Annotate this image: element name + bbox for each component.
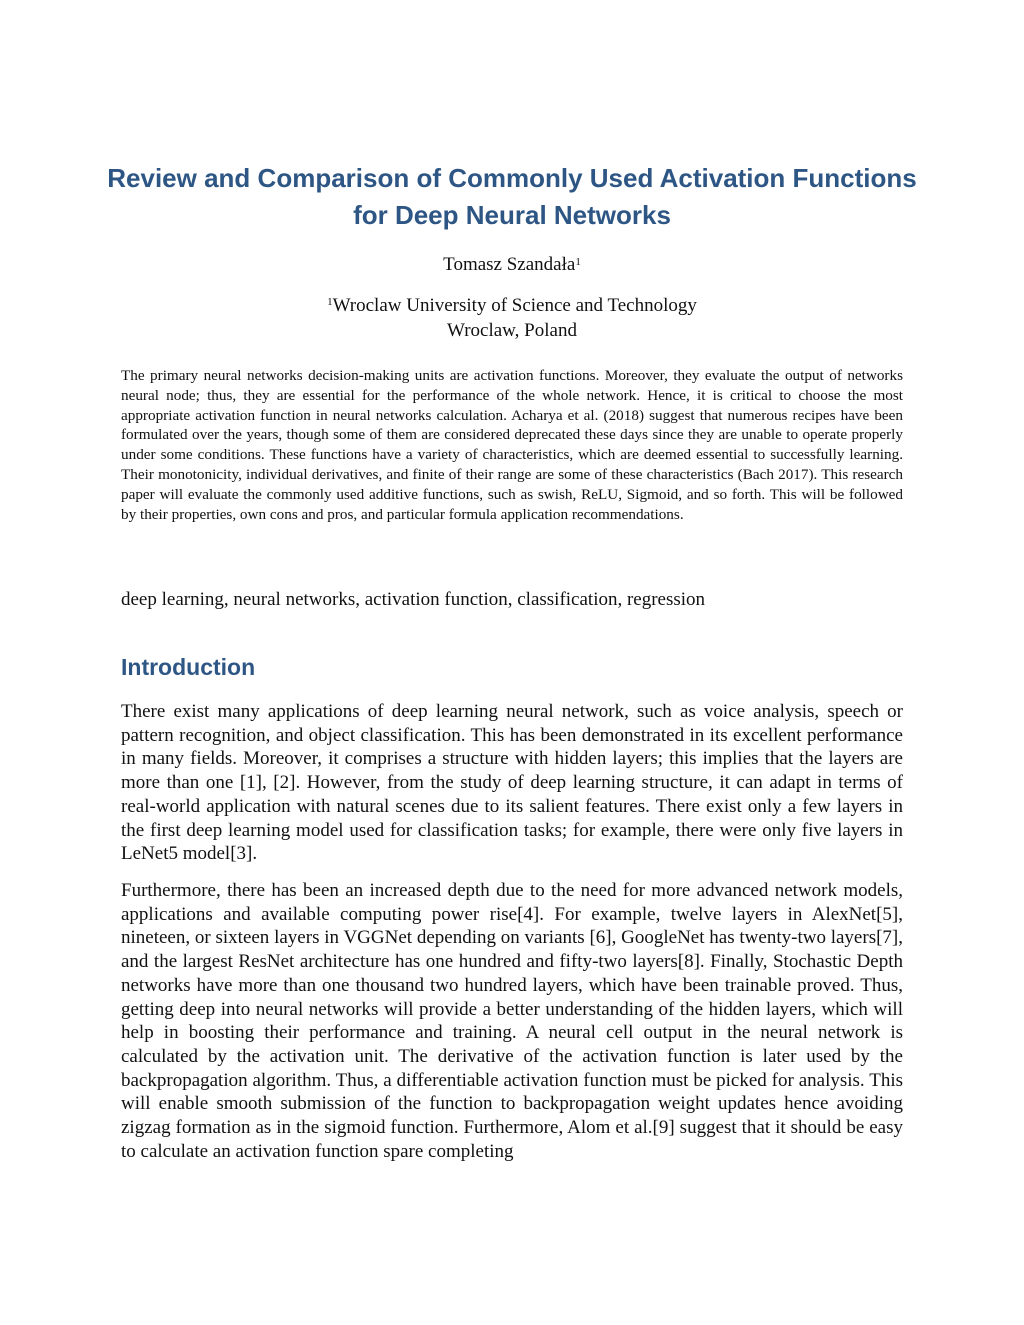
- author-line: [0, 253, 1024, 277]
- paper-title: Review and Comparison of Commonly Used Activation Functions for Deep Neural Networks: [107, 163, 917, 230]
- body-paragraph: There exist many applications of deep learning neural network, such as voice analysis, speech or pattern recognition, and object classification. This has been demonstrated in its excellent performance in many fields. Moreover, it comprises a structure with hidden layers; this implies that the layers are more than one [1], [2]. However, from the study of deep learning structure, it can adapt in terms of real-world application with natural scenes due to its salient features. There exist only a few layers in the first deep learning model used for classification tasks; for example, there were only five layers in LeNet5 model[3].: [121, 701, 903, 865]
- affiliation-location: Wroclaw, Poland: [447, 320, 577, 341]
- affiliation-institution: Wroclaw University of Science and Technology: [332, 295, 697, 316]
- affiliation-block: [0, 293, 1024, 343]
- body-paragraph: Furthermore, there has been an increased depth due to the need for more advanced network models, applications and available computing power rise[4]. For example, twelve layers in AlexNet[5], nineteen, or sixteen layers in VGGNet depending on variants [6], GoogleNet has twenty-two layers[7], and the largest ResNet architecture has one hundred and fifty-two layers[8]. Finally, Stochastic Depth networks have more than one thousand two hundred layers, which have been trainable proved. Thus, getting deep into neural networks will provide a better understanding of the hidden layers, which will help in boosting their performance and training. A neural cell output in the neural network is calculated by the activation unit. The derivative of the activation function is later used by the backpropagation algorithm. Thus, a differentiable activation function must be picked for analysis. This will enable smooth submission of the function to backpropagation weight updates hence avoiding zigzag formation as in the sigmoid function. Furthermore, Alom et al.[9] suggest that it should be easy to calculate an activation function spare completing: [121, 880, 903, 1162]
- affiliation-institution-line: [0, 293, 1024, 318]
- keywords: deep learning, neural networks, activation function, classification, regression: [121, 589, 706, 610]
- author-affiliation-mark: 1: [575, 256, 581, 268]
- abstract: The primary neural networks decision-making units are activation functions. Moreover, they evaluate the output of networks neural node; thus, they are essential for the performance of the whole network. Hence, it is critical to choose the most appropriate activation function in neural networks calculation. Acharya et al. (2018) suggest that numerous recipes have been formulated over the years, though some of them are considered deprecated these days since they are unable to operate properly under some conditions. These functions have a variety of characteristics, which are deemed essential to successfully learning. Their monotonicity, individual derivatives, and finite of their range are some of these characteristics (Bach 2017). This research paper will evaluate the commonly used additive functions, such as swish, ReLU, Sigmoid, and so forth. This will be followed by their properties, own cons and pros, and particular formula application recommendations.: [121, 367, 903, 523]
- affiliation-mark: 1: [327, 296, 333, 308]
- section-heading-introduction: Introduction: [121, 654, 256, 680]
- author-name: Tomasz Szandała: [443, 254, 576, 275]
